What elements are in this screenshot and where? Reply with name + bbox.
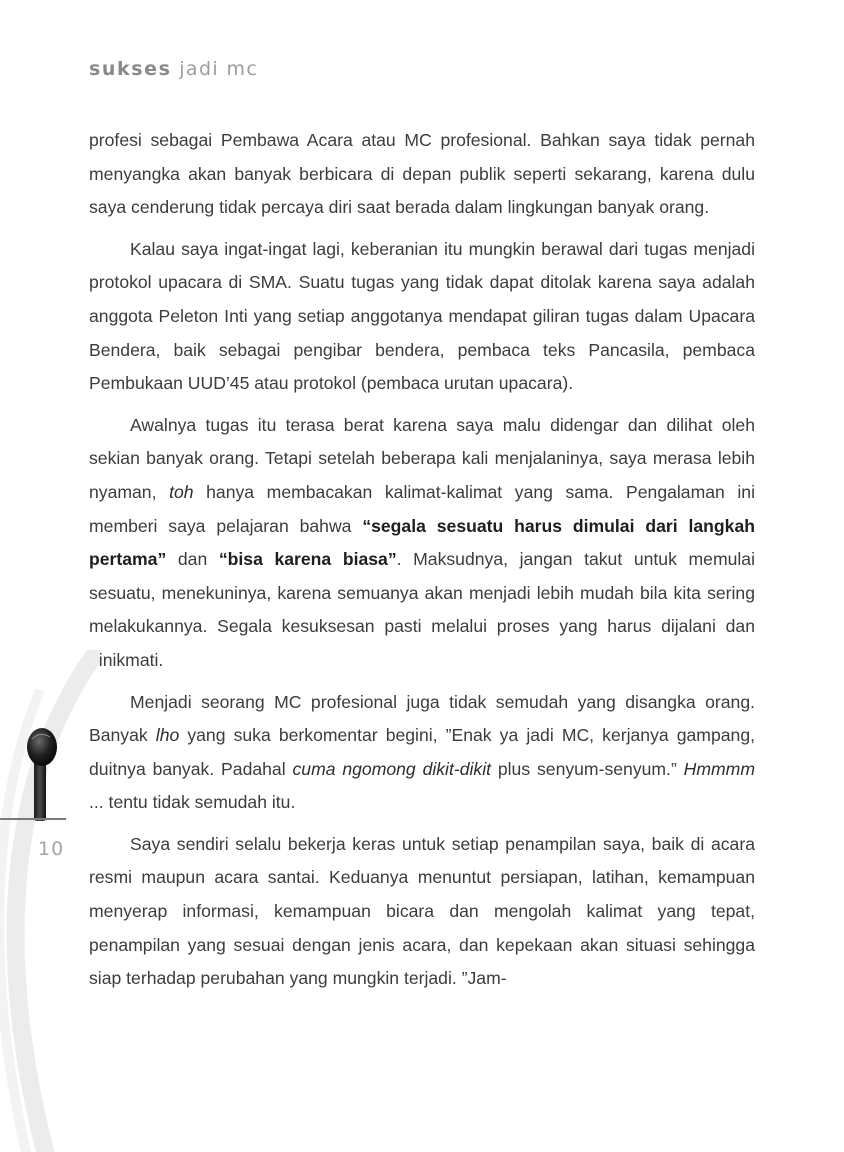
paragraph-4 — [89, 686, 755, 820]
header-title-bold: sukses — [89, 58, 172, 80]
paragraph-4-text-d: ... tentu tidak semudah itu. — [89, 792, 296, 813]
paragraph-5: Saya sendiri selalu bekerja keras untuk setiap penampilan saya, baik di acara resmi maupun acara santai. Keduanya menuntut persiapan, latihan, kemampuan menyerap informasi, kemampuan bicara dan mengolah kalimat yang tepat, penampilan yang sesuai dengan jenis acara, dan kepekaan akan situasi sehingga siap terhadap perubahan yang mungkin terjadi. ”Jam- — [89, 833, 755, 989]
paragraph-4-italic-lho: lho — [155, 725, 180, 746]
paragraph-1: profesi sebagai Pembawa Acara atau MC profesional. Bahkan saya tidak pernah menyangka akan banyak berbicara di depan publik seperti sekarang, karena dulu saya cenderung tidak percaya diri saat berada dalam lingkungan banyak orang. — [89, 130, 755, 218]
running-header — [89, 58, 258, 80]
paragraph-2: Kalau saya ingat-ingat lagi, keberanian itu mungkin berawal dari tugas menjadi protokol upacara di SMA. Suatu tugas yang tidak dapat ditolak karena saya adalah anggota Peleton Inti yang setiap anggotanya mendapat giliran tugas dalam Upacara Bendera, baik sebagai pengibar bendera, pembaca teks Pancasila, pembaca Pembukaan UUD’45 atau protokol (pembaca urutan upacara). — [89, 238, 755, 394]
paragraph-3-text-b: hanya membacakan kalimat-kalimat yang sama. Pengalaman ini memberi saya pelajaran bahwa — [89, 481, 755, 536]
paragraph-4-italic-quote: cuma ngomong dikit-dikit — [292, 758, 492, 779]
paragraph-3 — [89, 409, 755, 678]
body-text — [89, 124, 755, 1004]
paragraph-3-text-a: Awalnya tugas itu terasa berat karena saya malu didengar dan dilihat oleh sekian banyak orang. Tetapi setelah beberapa kali menjalaninya, saya merasa lebih nyaman, — [89, 414, 755, 502]
paragraph-3-bold-quote-2: “bisa karena biasa” — [218, 549, 397, 570]
paragraph-4-italic-hmmmm: Hmmmm — [683, 758, 755, 779]
header-title-light: jadi mc — [179, 58, 259, 80]
paragraph-4-text-a: Menjadi seorang MC profesional juga tidak semudah yang disangka orang. Banyak — [89, 691, 755, 746]
paragraph-4-text-b: yang suka berkomentar begini, ”Enak ya jadi MC, kerjanya gampang, duitnya banyak. Padahal — [89, 725, 755, 779]
paragraph-3-text-d: . Maksudnya, jangan takut untuk memulai sesuatu, menekuninya, karena semuanya akan menjadi lebih mudah bila kita sering melakukannya. Segala kesuksesan pasti melalui proses yang harus dijalani dan dinikmati. — [89, 549, 755, 670]
page-number: 10 — [38, 838, 65, 860]
page-number-rule — [0, 818, 66, 820]
paragraph-3-italic-toh: toh — [169, 481, 194, 502]
paragraph-3-text-c: dan — [166, 549, 219, 570]
microphone-icon — [20, 725, 70, 825]
paragraph-3-bold-quote-1: “segala sesuatu harus dimulai dari langkah pertama” — [89, 515, 755, 570]
paragraph-4-text-c: plus senyum-senyum.” — [491, 758, 684, 779]
